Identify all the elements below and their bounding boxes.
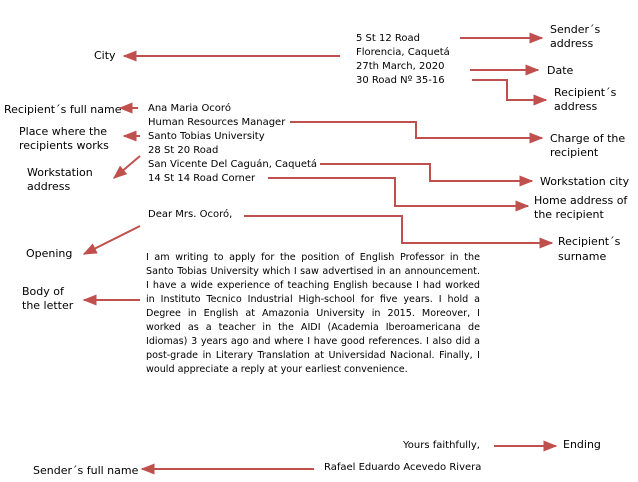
arrow-charge-of-recipient <box>290 122 542 138</box>
label-place-where-works-2: recipients works <box>19 139 109 152</box>
label-recipients-address-2: address <box>554 100 598 113</box>
sender-city: Florencia, Caquetá <box>356 47 450 58</box>
letter-body: I am writing to apply for the position of English Professor in the Santo Tobias University which I saw advertised in an announcement. I have a wide experience of teaching English because I had worked in Instituto Tecnico Industrial High-school for five years. I hold a Degree in English at Amazonia University in 2015. Moreover, I worked as a teacher in the AIDI (Academia Iberoamericana de Idiomas) 3 years ago and where I have good references. I also did a post-grade in Literary Translation at Universidad Nacional. Finally, I would appreciate a reply at your earliest convenience. <box>146 252 480 375</box>
arrow-recipients-address <box>472 80 546 100</box>
label-recipients-address-1: Recipient´s <box>554 86 617 99</box>
sender-address-line: 30 Road Nº 35-16 <box>356 75 445 86</box>
label-recipients-surname-2: surname <box>558 250 607 263</box>
letter-date: 27th March, 2020 <box>356 61 445 72</box>
label-workstation-address-1: Workstation <box>27 166 93 179</box>
label-recipients-full-name: Recipient´s full name <box>4 103 122 116</box>
arrow-opening <box>84 226 140 254</box>
label-body-of-letter-1: Body of <box>22 285 64 298</box>
label-place-where-works-1: Place where the <box>19 125 108 138</box>
salutation: Dear Mrs. Ocoró, <box>148 209 233 220</box>
label-city: City <box>94 49 116 62</box>
label-senders-full-name: Sender´s full name <box>33 464 139 477</box>
label-ending: Ending <box>563 438 601 451</box>
label-date: Date <box>547 64 574 77</box>
label-recipients-surname-1: Recipient´s <box>558 235 621 248</box>
label-opening: Opening <box>26 247 73 260</box>
recipient-position: Human Resources Manager <box>148 117 286 128</box>
recipient-workplace: Santo Tobias University <box>148 131 265 142</box>
signature: Rafael Eduardo Acevedo Rivera <box>324 462 482 473</box>
label-senders-address-2: address <box>550 37 594 50</box>
label-charge-of-recipient-1: Charge of the <box>550 132 626 145</box>
label-workstation-address-2: address <box>27 180 71 193</box>
closing: Yours faithfully, <box>403 440 480 451</box>
label-home-address-1: Home address of <box>534 194 628 207</box>
arrow-workstation-address <box>114 156 140 178</box>
arrow-recipients-surname <box>244 216 552 243</box>
arrow-home-address <box>268 178 528 206</box>
label-home-address-2: the recipient <box>534 208 604 221</box>
recipient-work-city: San Vicente Del Caguán, Caquetá <box>148 159 318 170</box>
label-senders-address-1: Sender´s <box>550 23 601 36</box>
recipient-name: Ana Maria Ocoró <box>148 103 231 114</box>
label-charge-of-recipient-2: recipient <box>550 146 599 159</box>
recipient-home-address: 14 St 14 Road Corner <box>148 173 256 184</box>
recipient-work-address: 28 St 20 Road <box>148 145 219 156</box>
label-workstation-city: Workstation city <box>540 175 630 188</box>
sender-street: 5 St 12 Road <box>356 33 420 44</box>
label-body-of-letter-2: the letter <box>22 299 74 312</box>
